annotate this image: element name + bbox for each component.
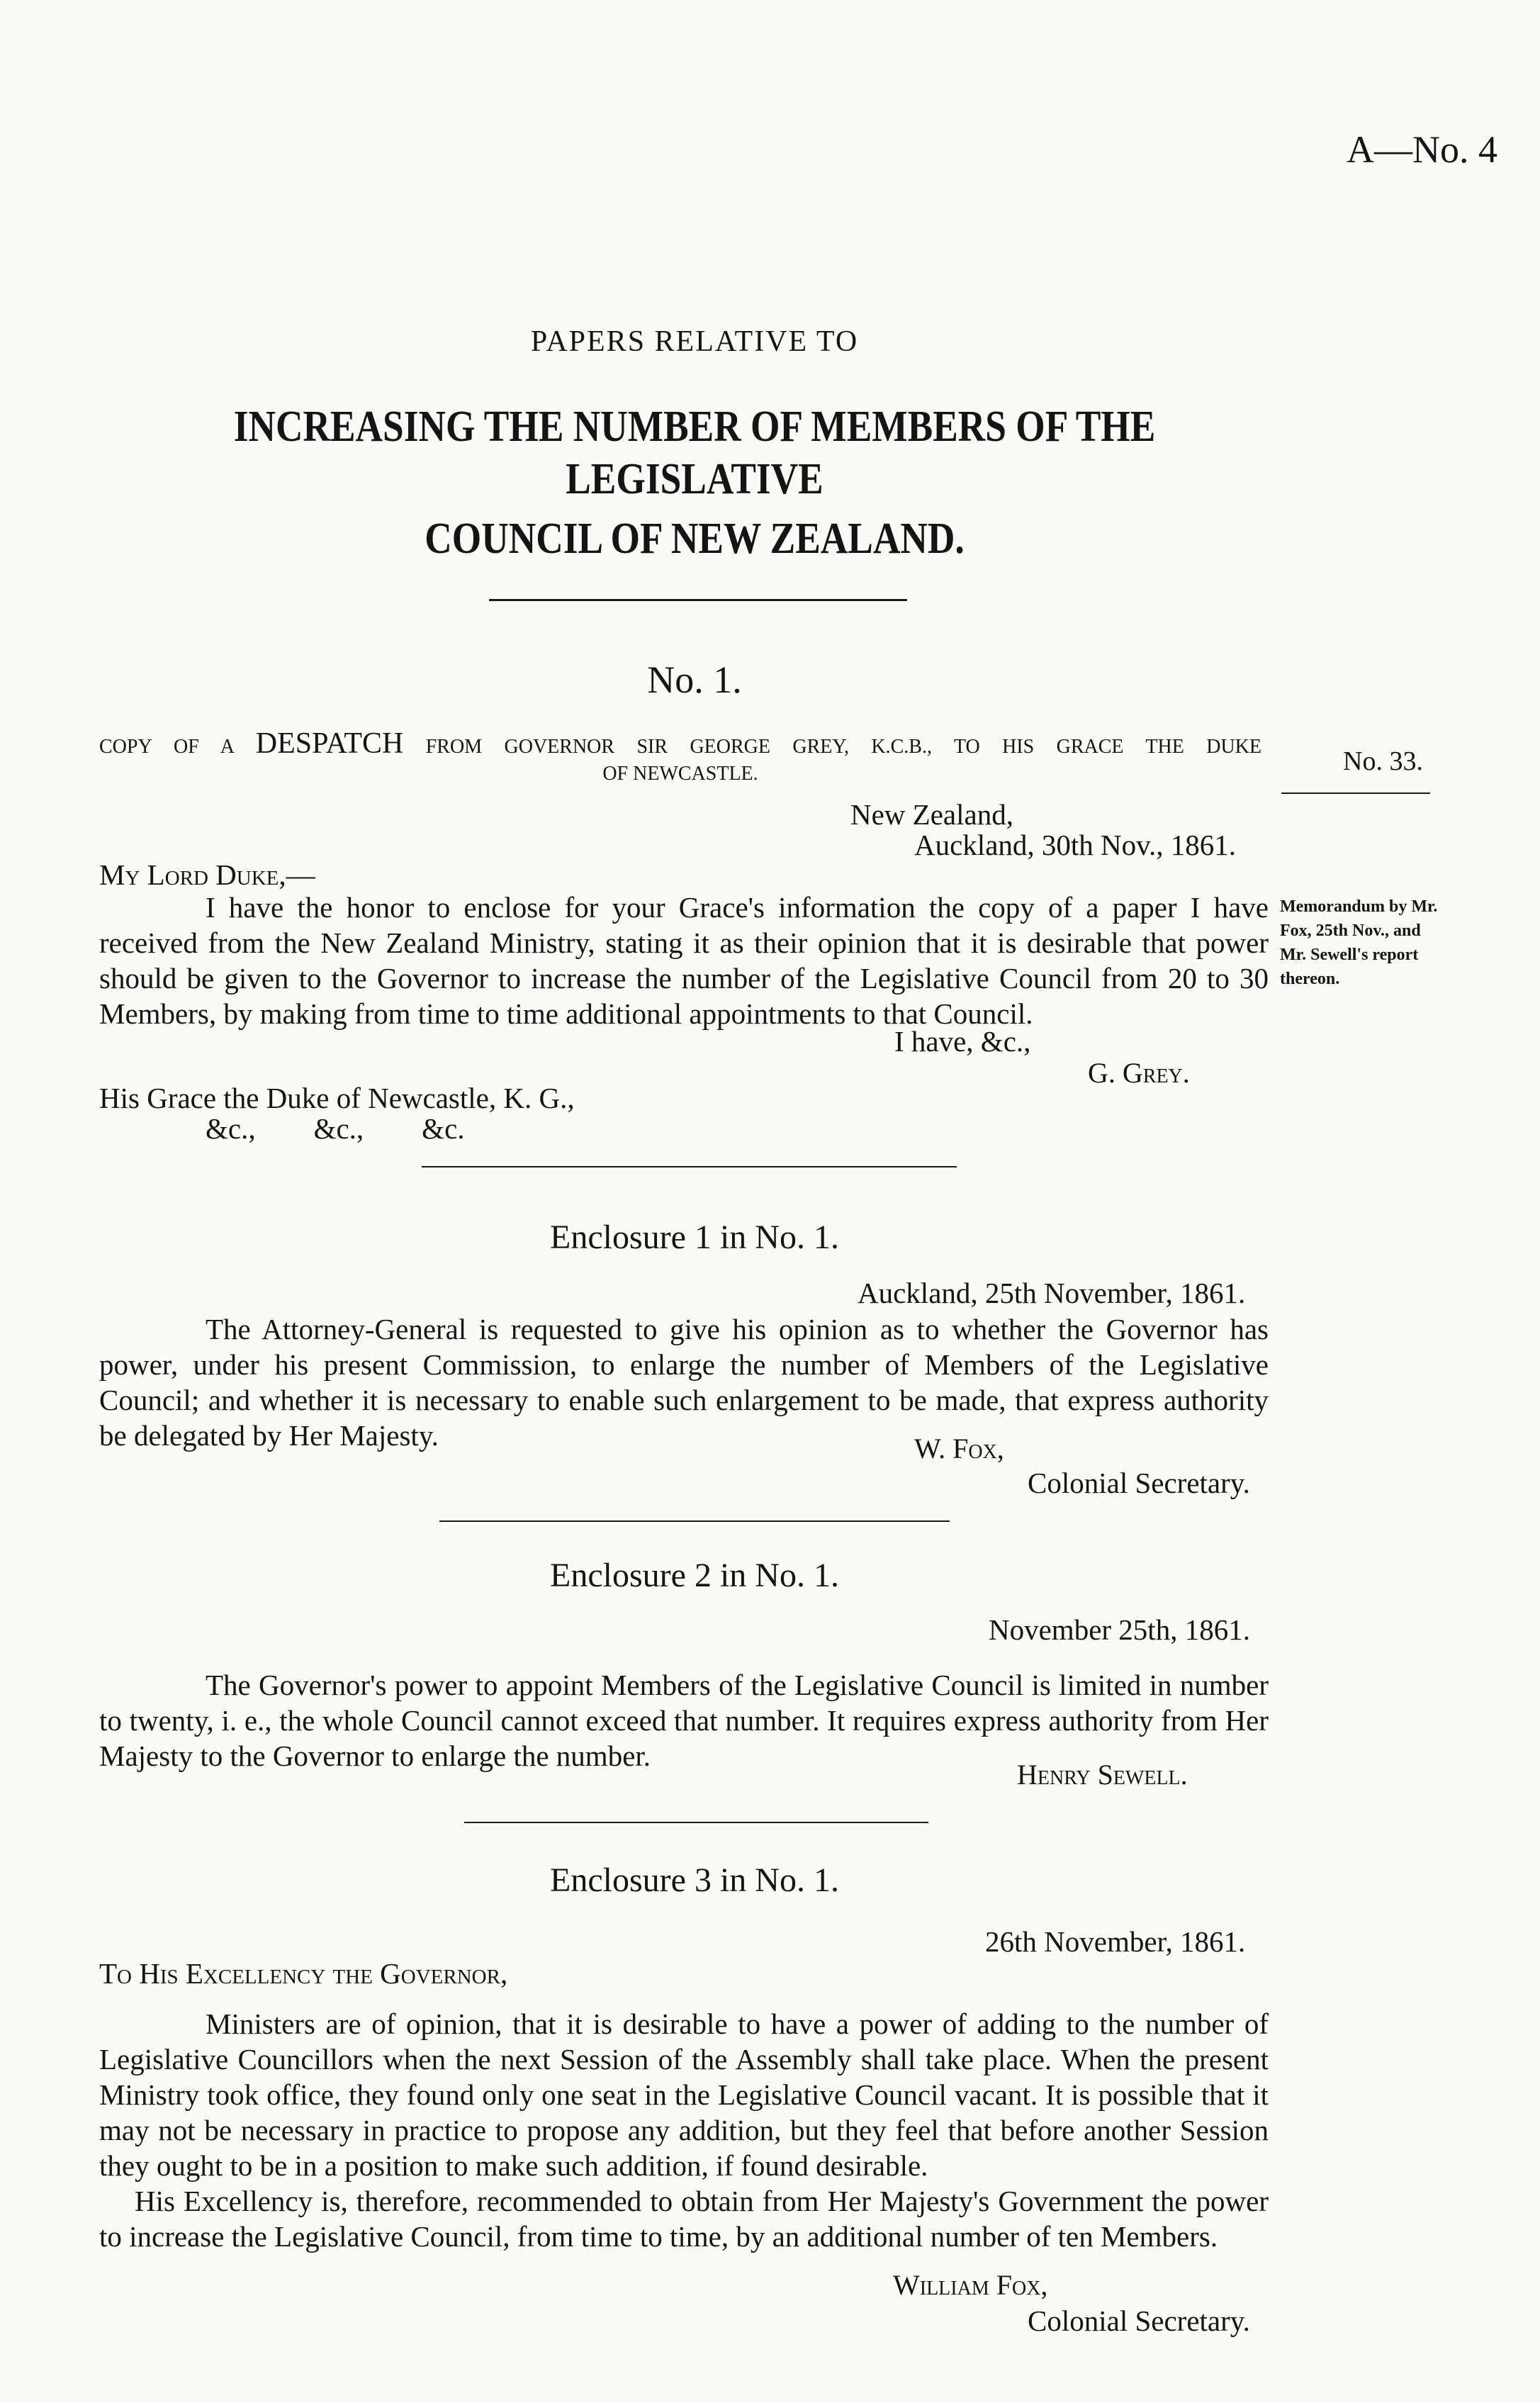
enclosure-2-signature: Henry Sewell. xyxy=(1017,1759,1188,1791)
despatch-from: FROM GOVERNOR SIR GEORGE GREY, K.C.B., TO HIS GRACE THE DUKE xyxy=(425,736,1262,758)
enclosure-3-paragraph-1: Ministers are of opinion, that it is desirable to have a power of adding to the number of Legislative Councillors when the next Session of the Assembly shall take place. When the present Ministry took office, they found only one seat in the Legislative Council vacant. It is possible that it may not be necessary in practice to propose any addition, but they feel that before another Session they ought to be in a position to make such addition, if found desirable. xyxy=(99,2007,1269,2182)
enclosure-3-title: Colonial Secretary. xyxy=(1028,2304,1250,2337)
page-reference: A—No. 4 xyxy=(1347,128,1497,171)
despatch-place: New Zealand, xyxy=(850,798,1013,831)
enclosure-1-date: Auckland, 25th November, 1861. xyxy=(858,1277,1246,1309)
document-title xyxy=(134,400,1255,565)
enclosure-1-body: The Attorney-General is requested to give his opinion as to whether the Governor has power, under his present Commission, to enlarge the number of Members of the Legislative Council; and whether it is necessary to enable such enlargement to be made, that express authority be delegated by Her Majesty. xyxy=(99,1313,1269,1452)
copy-of-a: COPY OF A xyxy=(99,736,234,758)
enclosure-1-signature: W. Fox, xyxy=(914,1433,1004,1464)
title-line-2: COUNCIL OF NEW ZEALAND. xyxy=(425,515,965,563)
enclosure-3-date: 26th November, 1861. xyxy=(985,1925,1246,1958)
salutation: My Lord Duke,— xyxy=(99,858,315,891)
enclosure-2-body: The Governor's power to appoint Members of the Legislative Council is limited in number to twenty, i. e., the whole Council cannot exceed that number. It requires express authority from Her Majesty to the Governor to enlarge the number. xyxy=(99,1669,1269,1772)
title-line-1: INCREASING THE NUMBER OF MEMBERS OF THE LEGISLATIVE xyxy=(233,403,1156,503)
margin-rule xyxy=(1281,792,1430,794)
despatch-signature: G. Grey. xyxy=(1088,1057,1190,1089)
divider xyxy=(464,1822,928,1823)
divider xyxy=(489,599,907,601)
pre-title: PAPERS RELATIVE TO xyxy=(530,325,859,358)
despatch-word: DESPATCH xyxy=(255,727,404,760)
divider xyxy=(439,1520,950,1522)
enclosure-1-title: Colonial Secretary. xyxy=(1028,1467,1250,1499)
margin-note: Memorandum by Mr. Fox, 25th Nov., and Mr. Sewell's report thereon. xyxy=(1280,897,1438,988)
enclosure-3-heading: Enclosure 3 in No. 1. xyxy=(550,1861,839,1899)
despatch-caption-line-2: OF NEWCASTLE. xyxy=(602,763,758,785)
addressee-line-2: &c., &c., &c. xyxy=(206,1112,465,1145)
enclosure-3-paragraph-2: His Excellency is, therefore, recommended to obtain from Her Majesty's Government the power to increase the Legislative Council, from time to time, by an additional number of ten Members. xyxy=(99,2185,1269,2253)
addressee-line-1: His Grace the Duke of Newcastle, K. G., xyxy=(99,1082,575,1114)
enclosure-1-heading: Enclosure 1 in No. 1. xyxy=(550,1219,839,1256)
despatch-body: I have the honor to enclose for your Grace's information the copy of a paper I have received from the New Zealand Ministry, stating it as their opinion that it is desirable that power should be given to the Governor to increase the number of the Legislative Council from 20 to 30 Members, by making from time to time additional appointments to that Council. xyxy=(99,891,1269,1030)
despatch-caption-line-1 xyxy=(99,727,1262,761)
despatch-date: Auckland, 30th Nov., 1861. xyxy=(914,829,1236,861)
enclosure-3-signature: William Fox, xyxy=(893,2269,1048,2301)
despatch-closing: I have, &c., xyxy=(894,1025,1031,1058)
divider xyxy=(422,1166,957,1167)
document-number: No. 1. xyxy=(647,659,742,701)
margin-number: No. 33. xyxy=(1343,746,1423,776)
enclosure-3-addressee: To His Excellency the Governor, xyxy=(99,1957,508,1990)
enclosure-2-heading: Enclosure 2 in No. 1. xyxy=(550,1557,839,1594)
enclosure-2-date: November 25th, 1861. xyxy=(989,1613,1250,1646)
despatch-caption xyxy=(99,727,1262,788)
